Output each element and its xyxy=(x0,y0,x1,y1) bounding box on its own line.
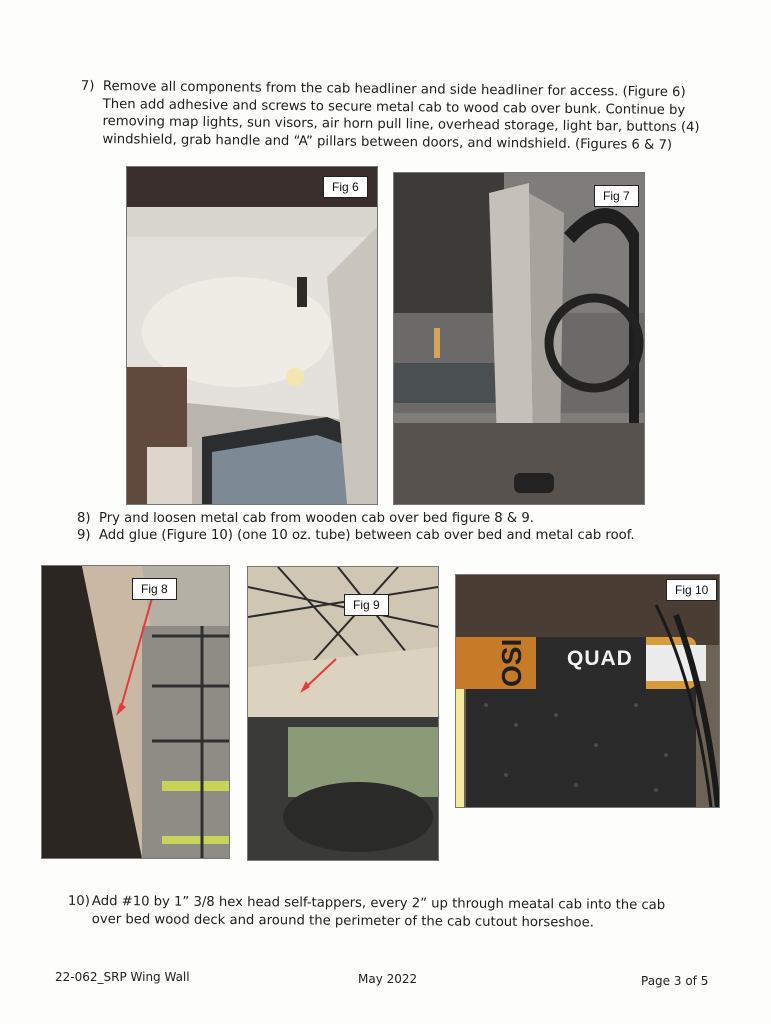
step-8-number: 8) xyxy=(77,511,91,526)
step-8-text: Pry and loosen metal cab from wooden cab over bed figure 8 & 9. xyxy=(99,511,534,526)
step-9 xyxy=(77,527,659,545)
figure-8-image xyxy=(42,566,229,858)
tube-brand-prefix: OSI xyxy=(496,638,527,687)
footer-document-id: 22-062_SRP Wing Wall xyxy=(55,970,190,984)
figure-10-photo xyxy=(455,574,720,808)
step-8 xyxy=(77,510,659,528)
step-10 xyxy=(67,893,692,932)
figure-8-photo xyxy=(41,565,230,859)
step-9-text: Add glue (Figure 10) (one 10 oz. tube) between cab over bed and metal cab roof. xyxy=(99,528,635,543)
step-10-text: Add #10 by 1” 3/8 hex head self-tappers, every 2” up through meatal cab into the cab over bed wood deck and around the perimeter of the cab cutout horseshoe. xyxy=(91,894,666,931)
step-10-number: 10) xyxy=(67,893,90,909)
figure-7-image xyxy=(394,173,644,504)
figure-9-image xyxy=(248,567,438,860)
step-7-text: Remove all components from the cab headliner and side headliner for access. (Figure 6) Then add adhesive and screws to secure metal cab to wood cab over bunk. Continue by removing map lights, sun visors, air horn pull line, overhead storage, light bar, buttons (4) windshield, grab handle and “A” pillars between doors, and windshield. (Figures 6 & 7) xyxy=(102,78,700,153)
figure-6-photo xyxy=(126,166,378,505)
footer-date: May 2022 xyxy=(358,972,418,986)
figure-6-image xyxy=(127,167,377,504)
figure-9-photo xyxy=(247,566,439,861)
figure-8-label: Fig 8 xyxy=(132,578,177,600)
step-7-number: 7) xyxy=(80,78,95,94)
figure-7-label: Fig 7 xyxy=(594,185,639,207)
step-7 xyxy=(80,78,708,154)
figure-7-photo xyxy=(393,172,645,505)
figure-10-label: Fig 10 xyxy=(666,579,717,601)
figure-9-label: Fig 9 xyxy=(344,594,389,616)
footer-page-number: Page 3 of 5 xyxy=(641,974,709,988)
step-9-number: 9) xyxy=(77,528,91,543)
figure-6-label: Fig 6 xyxy=(323,176,368,198)
figure-10-image xyxy=(456,575,719,807)
tube-brand-label: QUAD xyxy=(567,647,633,670)
